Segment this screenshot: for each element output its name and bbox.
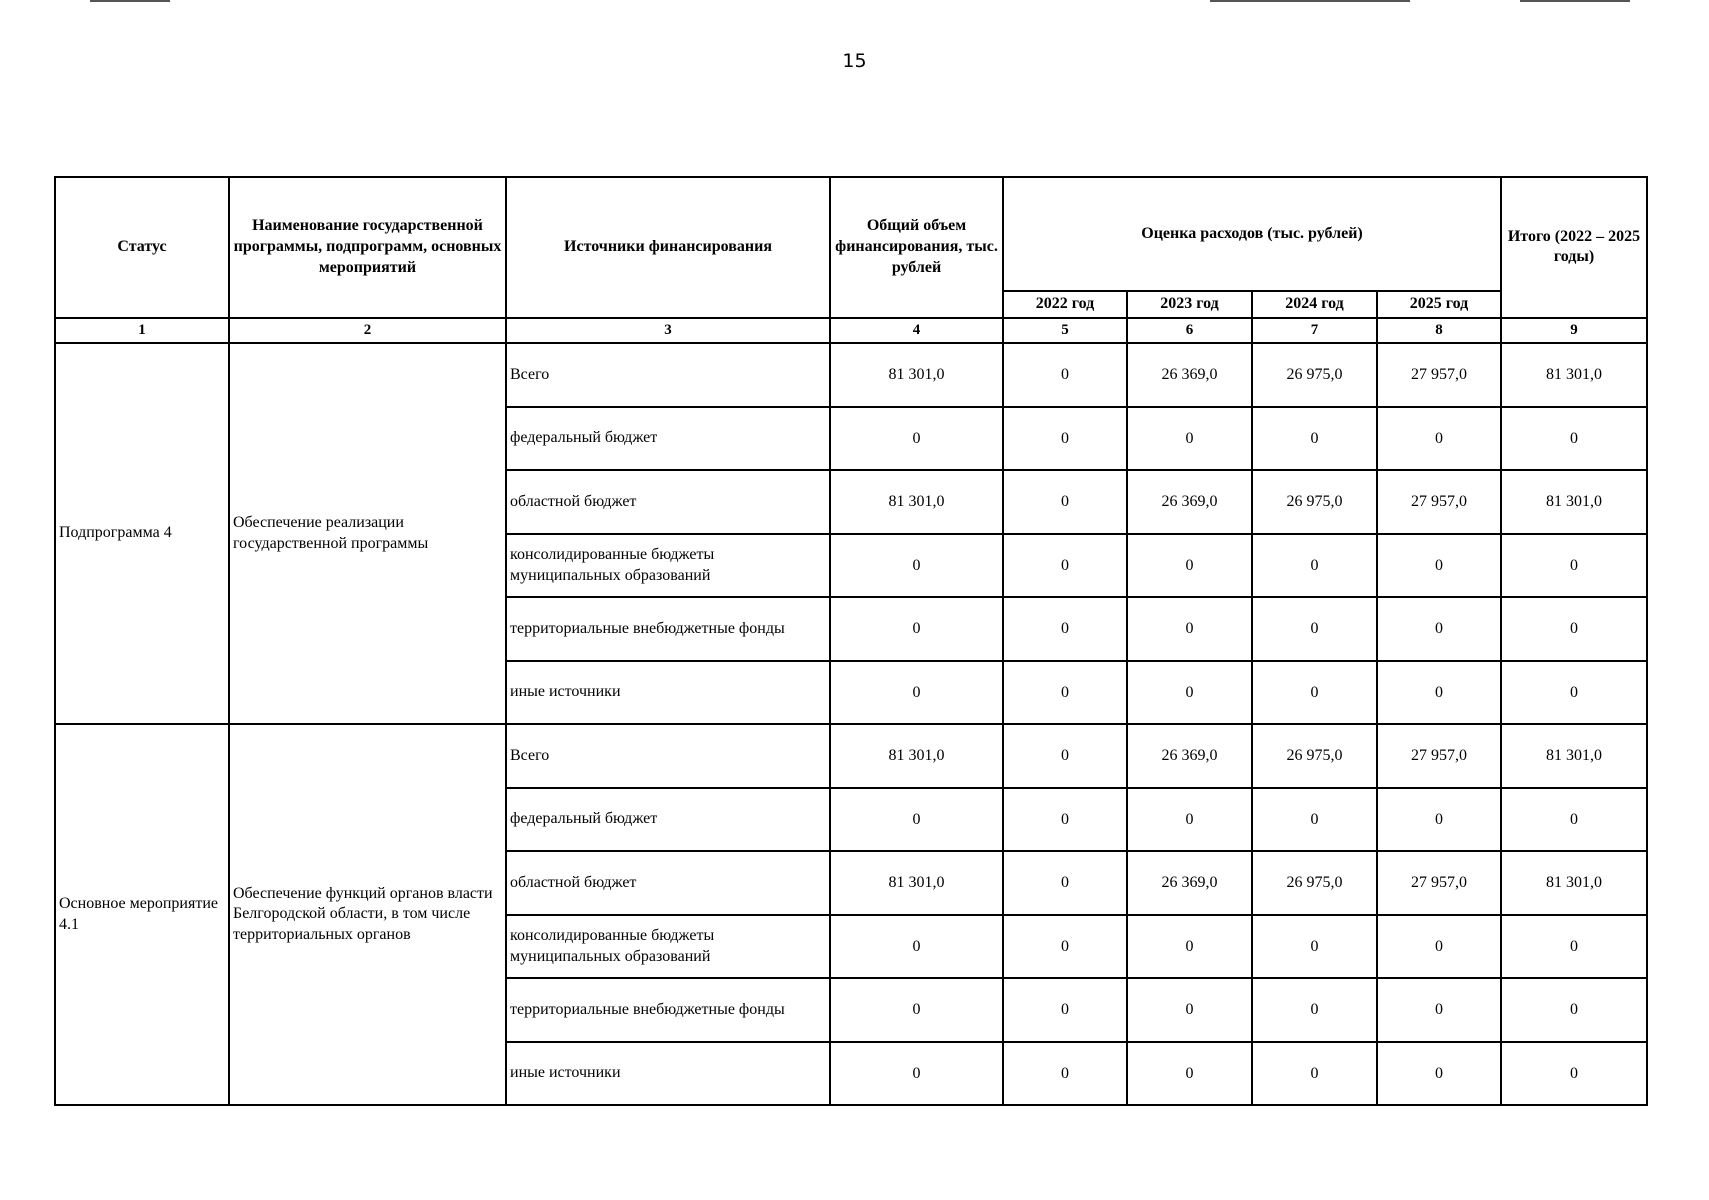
value-cell: 81 301,0 [830,343,1003,407]
scan-edge-mark [1520,0,1630,2]
value-cell: 0 [1003,851,1127,915]
table-row [55,343,1647,407]
header-year: 2025 год [1377,291,1501,318]
value-cell: 0 [1003,978,1127,1042]
source-cell: территориальные внебюджетные фонды [506,597,830,661]
column-number: 1 [55,318,229,344]
value-cell: 26 975,0 [1252,343,1377,407]
value-cell: 0 [1501,407,1647,471]
value-cell: 0 [1003,915,1127,979]
block-status: Основное мероприятие 4.1 [55,724,229,1105]
value-cell: 26 369,0 [1127,851,1252,915]
value-cell: 26 975,0 [1252,470,1377,534]
value-cell: 26 369,0 [1127,343,1252,407]
value-cell: 81 301,0 [830,851,1003,915]
column-number: 4 [830,318,1003,344]
source-cell: областной бюджет [506,851,830,915]
source-cell: консолидированные бюджеты муниципальных образований [506,534,830,598]
source-cell: консолидированные бюджеты муниципальных образований [506,915,830,979]
source-cell: Всего [506,343,830,407]
header-sources: Источники финансирования [506,177,830,318]
column-number: 3 [506,318,830,344]
table-row [55,724,1647,788]
value-cell: 0 [1003,534,1127,598]
value-cell: 0 [1127,661,1252,725]
value-cell: 0 [830,915,1003,979]
column-number: 8 [1377,318,1501,344]
value-cell: 0 [1501,1042,1647,1106]
value-cell: 0 [1127,597,1252,661]
value-cell: 0 [1252,661,1377,725]
value-cell: 0 [1003,597,1127,661]
value-cell: 0 [1003,1042,1127,1106]
block-name: Обеспечение реализации государственной программы [229,343,506,724]
header-year: 2022 год [1003,291,1127,318]
value-cell: 0 [830,407,1003,471]
value-cell: 0 [1501,597,1647,661]
value-cell: 0 [1377,661,1501,725]
value-cell: 26 369,0 [1127,724,1252,788]
source-cell: федеральный бюджет [506,407,830,471]
value-cell: 27 957,0 [1377,724,1501,788]
value-cell: 0 [1127,915,1252,979]
value-cell: 81 301,0 [1501,724,1647,788]
value-cell: 0 [1252,597,1377,661]
block-status: Подпрограмма 4 [55,343,229,724]
source-cell: федеральный бюджет [506,788,830,852]
value-cell: 81 301,0 [1501,343,1647,407]
value-cell: 0 [1003,470,1127,534]
value-cell: 0 [1003,407,1127,471]
header-name: Наименование государственной программы, подпрограмм, основных мероприятий [229,177,506,318]
value-cell: 0 [830,1042,1003,1106]
value-cell: 0 [1127,1042,1252,1106]
value-cell: 0 [1377,407,1501,471]
value-cell: 81 301,0 [1501,470,1647,534]
header-year: 2024 год [1252,291,1377,318]
value-cell: 27 957,0 [1377,343,1501,407]
source-cell: областной бюджет [506,470,830,534]
value-cell: 0 [1501,534,1647,598]
column-number: 5 [1003,318,1127,344]
value-cell: 0 [1501,661,1647,725]
value-cell: 0 [1252,788,1377,852]
source-cell: Всего [506,724,830,788]
value-cell: 0 [1252,978,1377,1042]
value-cell: 0 [1377,978,1501,1042]
column-number: 7 [1252,318,1377,344]
header-total-volume: Общий объем финансирования, тыс. рублей [830,177,1003,318]
value-cell: 27 957,0 [1377,851,1501,915]
value-cell: 0 [1501,915,1647,979]
value-cell: 0 [1003,724,1127,788]
value-cell: 0 [1501,788,1647,852]
value-cell: 0 [830,978,1003,1042]
scan-edge-mark [1210,0,1410,2]
value-cell: 0 [1501,978,1647,1042]
source-cell: территориальные внебюджетные фонды [506,978,830,1042]
column-number: 9 [1501,318,1647,344]
value-cell: 26 369,0 [1127,470,1252,534]
value-cell: 26 975,0 [1252,724,1377,788]
value-cell: 0 [1003,343,1127,407]
value-cell: 0 [1377,915,1501,979]
value-cell: 0 [1003,661,1127,725]
source-cell: иные источники [506,1042,830,1106]
value-cell: 0 [1003,788,1127,852]
value-cell: 0 [1377,1042,1501,1106]
value-cell: 0 [1127,407,1252,471]
value-cell: 0 [1127,978,1252,1042]
value-cell: 27 957,0 [1377,470,1501,534]
page-number: 15 [842,50,867,72]
value-cell: 0 [830,534,1003,598]
value-cell: 0 [1252,534,1377,598]
value-cell: 81 301,0 [830,470,1003,534]
source-cell: иные источники [506,661,830,725]
header-estimate: Оценка расходов (тыс. рублей) [1003,177,1501,291]
header-year: 2023 год [1127,291,1252,318]
value-cell: 0 [1127,534,1252,598]
column-number: 6 [1127,318,1252,344]
value-cell: 0 [830,597,1003,661]
value-cell: 0 [1127,788,1252,852]
header-status: Статус [55,177,229,318]
value-cell: 81 301,0 [830,724,1003,788]
header-grand-total: Итого (2022 – 2025 годы) [1501,177,1647,318]
block-name: Обеспечение функций органов власти Белгородской области, в том числе территориальных органов [229,724,506,1105]
financing-table [54,176,1648,1106]
value-cell: 0 [1252,1042,1377,1106]
value-cell: 26 975,0 [1252,851,1377,915]
value-cell: 0 [1377,597,1501,661]
value-cell: 0 [830,661,1003,725]
value-cell: 0 [830,788,1003,852]
column-number: 2 [229,318,506,344]
value-cell: 0 [1252,915,1377,979]
value-cell: 81 301,0 [1501,851,1647,915]
value-cell: 0 [1252,407,1377,471]
value-cell: 0 [1377,534,1501,598]
scan-edge-mark [90,0,170,2]
value-cell: 0 [1377,788,1501,852]
